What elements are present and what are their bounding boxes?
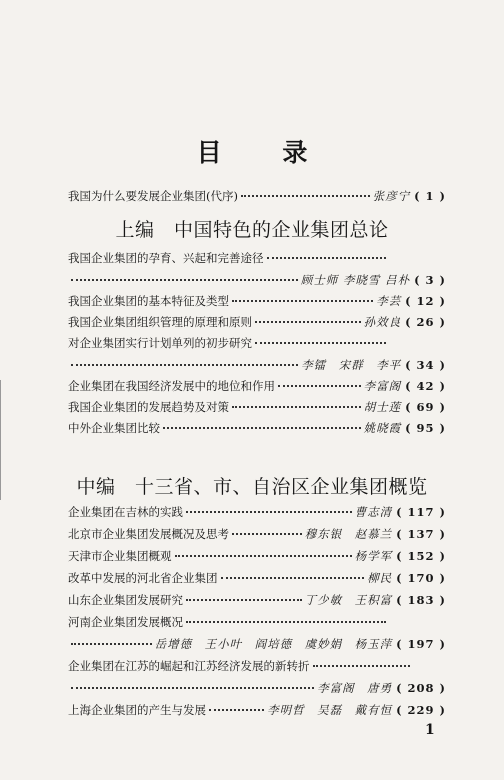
leader-dots — [209, 709, 264, 711]
entry-title: 天津市企业集团概观 — [68, 549, 172, 563]
toc-entry — [68, 399, 446, 415]
entry-page: ( 117 ) — [396, 505, 446, 519]
entry-page: ( 34 ) — [405, 358, 446, 372]
toc-entry — [68, 420, 446, 436]
entry-page: ( 42 ) — [405, 379, 446, 393]
entry-title: 对企业集团实行计划单列的初步研究 — [68, 336, 252, 350]
entry-title: 山东企业集团发展研究 — [68, 593, 183, 607]
entry-page: ( 229 ) — [396, 703, 446, 717]
page-number: 1 — [425, 722, 435, 738]
leader-dots — [232, 533, 302, 535]
leader-dots — [163, 427, 361, 429]
entry-page: ( 95 ) — [405, 421, 446, 435]
entry-title: 改革中发展的河北省企业集团 — [68, 571, 218, 585]
toc-entry — [68, 570, 446, 586]
entry-page: ( 137 ) — [396, 527, 446, 541]
leader-dots — [313, 665, 411, 667]
entry-title: 企业集团在吉林的实践 — [68, 505, 183, 519]
entry-page: ( 69 ) — [405, 400, 446, 414]
entry-author: 张彦宁 — [372, 189, 411, 203]
toc-entry — [68, 314, 446, 330]
leader-dots — [186, 511, 352, 513]
leader-dots — [175, 555, 352, 557]
leader-dots — [71, 643, 152, 645]
entry-page: ( 170 ) — [396, 571, 446, 585]
leader-dots — [241, 195, 370, 197]
entry-title: 我国企业集团的孕育、兴起和完善途径 — [68, 251, 264, 265]
toc-entry — [68, 250, 446, 266]
toc-entry-continuation — [68, 636, 446, 652]
toc-entry — [68, 335, 446, 351]
leader-dots — [278, 385, 361, 387]
toc-entry — [68, 658, 446, 674]
entry-author: 胡士莲 — [363, 400, 402, 414]
entry-page: ( 183 ) — [396, 593, 446, 607]
section-heading-middle: 中编 十三省、市、自治区企业集团概览 — [76, 476, 428, 498]
entry-author: 姚晓霞 — [363, 421, 402, 435]
entry-page: ( 26 ) — [405, 315, 446, 329]
entry-author: 丁少敏 王积富 — [304, 593, 393, 607]
entry-title: 我国企业集团的发展趋势及对策 — [68, 400, 229, 414]
entry-title: 河南企业集团发展概况 — [68, 615, 183, 629]
leader-dots — [255, 321, 361, 323]
toc-entry — [68, 293, 446, 309]
entry-author: 曹志清 — [354, 505, 393, 519]
leader-dots — [71, 687, 314, 689]
toc-title: 目 录 — [196, 138, 334, 167]
entry-page: ( 12 ) — [405, 294, 446, 308]
toc-entry-continuation — [68, 357, 446, 373]
entry-title: 企业集团在我国经济发展中的地位和作用 — [68, 379, 275, 393]
entry-author: 岳增德 王小叶 阎培德 虞妙娟 杨玉萍 — [154, 637, 393, 651]
entry-title: 上海企业集团的产生与发展 — [68, 703, 206, 717]
section-heading-upper: 上编 中国特色的企业集团总论 — [115, 219, 389, 241]
leader-dots — [267, 257, 387, 259]
entry-page: ( 152 ) — [396, 549, 446, 563]
leader-dots — [186, 599, 302, 601]
toc-entry — [68, 548, 446, 564]
entry-author: 李芸 — [376, 294, 402, 308]
toc-entry — [68, 614, 446, 630]
leader-dots — [71, 279, 298, 281]
entry-author: 李镭 宋群 李平 — [301, 358, 402, 372]
entry-author: 孙效良 — [363, 315, 402, 329]
entry-title: 我国企业集团组织管理的原理和原则 — [68, 315, 252, 329]
entry-author: 穆东银 赵慕兰 — [304, 527, 393, 541]
entry-page: ( 208 ) — [396, 681, 446, 695]
entry-author: 杨学军 — [354, 549, 393, 563]
leader-dots — [186, 621, 386, 623]
toc-entry-continuation — [68, 272, 446, 288]
leader-dots — [232, 300, 373, 302]
toc-entry — [68, 504, 446, 520]
entry-title: 企业集团在江苏的崛起和江苏经济发展的新转折 — [68, 659, 310, 673]
entry-author: 李明哲 吴磊 戴有恒 — [267, 703, 393, 717]
entry-author: 柳民 — [367, 571, 393, 585]
entry-title: 我国企业集团的基本特征及类型 — [68, 294, 229, 308]
entry-page: ( 1 ) — [414, 189, 446, 203]
entry-page: ( 197 ) — [396, 637, 446, 651]
entry-title: 我国为什么要发展企业集团(代序) — [68, 189, 238, 203]
leader-dots — [255, 342, 386, 344]
toc-entry — [68, 592, 446, 608]
entry-author: 李富阁 — [363, 379, 402, 393]
toc-entry — [68, 188, 446, 204]
entry-page: ( 3 ) — [414, 273, 446, 287]
toc-entry — [68, 378, 446, 394]
toc-entry — [68, 702, 446, 718]
toc-entry — [68, 526, 446, 542]
leader-dots — [232, 406, 361, 408]
entry-title: 北京市企业集团发展概况及思考 — [68, 527, 229, 541]
entry-author: 顾士师 李晓雪 吕朴 — [300, 273, 411, 287]
entry-author: 李富阁 唐勇 — [317, 681, 393, 695]
leader-dots — [221, 577, 365, 579]
leader-dots — [71, 364, 298, 366]
entry-title: 中外企业集团比较 — [68, 421, 160, 435]
toc-entry-continuation — [68, 680, 446, 696]
